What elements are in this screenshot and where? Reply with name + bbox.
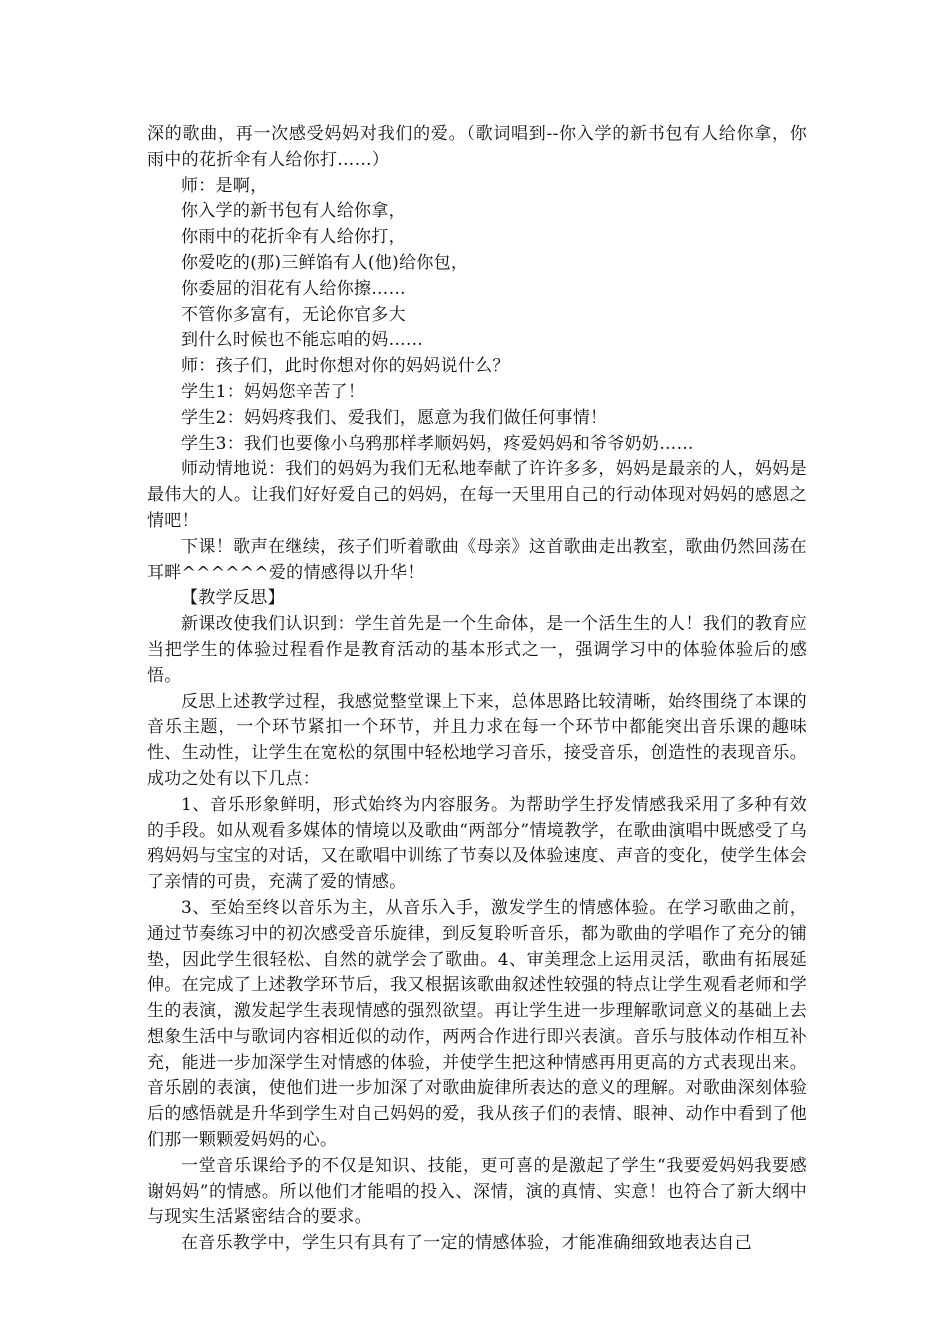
paragraph: 在音乐教学中，学生只有具有了一定的情感体验，才能准确细致地表达自己 xyxy=(181,1233,752,1254)
paragraph: 师：孩子们，此时你想对你的妈妈说什么？ xyxy=(181,356,510,377)
lyric-line: 你委屈的泪花有人给你擦…… xyxy=(181,278,406,299)
lyric-line: 你入学的新书包有人给你拿， xyxy=(181,201,406,222)
paragraph: 学生1：妈妈您辛苦了！ xyxy=(181,381,366,402)
paragraph: 下课！歌声在继续，孩子们听着歌曲《母亲》这首歌曲走出教室，歌曲仍然回荡在耳畔^^^^^^爱的情感得以升华！ xyxy=(147,536,807,583)
document-body xyxy=(147,122,807,1257)
paragraph: 一堂音乐课给予的不仅是知识、技能，更可喜的是激起了学生“我要爱妈妈我要感谢妈妈”的情感。所以他们才能唱的投入、深情，演的真情、实意！也符合了新大纲中与现实生活紧密结合的要求。 xyxy=(147,1155,807,1228)
paragraph: 新课改使我们认识到：学生首先是一个生命体，是一个活生生的人！我们的教育应当把学生的体验过程看作是教育活动的基本形式之一，强调学习中的体验体验后的感悟。 xyxy=(147,614,807,686)
lyric-line: 你爱吃的(那)三鲜馅有人(他)给你包， xyxy=(181,252,469,273)
paragraph: 师动情地说：我们的妈妈为我们无私地奉献了许许多多，妈妈是最亲的人，妈妈是最伟大的人。让我们好好爱自己的妈妈，在每一天里用自己的行动体现对妈妈的感恩之情吧！ xyxy=(147,459,807,531)
paragraph: 3、至始至终以音乐为主，从音乐入手，激发学生的情感体验。在学习歌曲之前，通过节奏练习中的初次感受音乐旋律，到反复聆听音乐，都为歌曲的学唱作了充分的铺垫，因此学生很轻松、自然的就学会了歌曲。4、审美理念上运用灵活，歌曲有拓展延伸。在完成了上述教学环节后，我又根据该歌曲叙述性较强的特点让学生观看老师和学生的表演，激发起学生表现情感的强烈欲望。再让学生进一步理解歌词意义的基础上去想象生活中与歌词内容相近似的动作，两两合作进行即兴表演。音乐与肢体动作相互补充，能进一步加深学生对情感的体验，并使学生把这种情感再用更高的方式表现出来。音乐剧的表演，使他们进一步加深了对歌曲旋律所表达的意义的理解。对歌曲深刻体验后的感悟就是升华到学生对自己妈妈的爱，我从孩子们的表情、眼神、动作中看到了他们那一颗颗爱妈妈的心。 xyxy=(147,897,807,1151)
paragraph: 学生2：妈妈疼我们、爱我们，愿意为我们做任何事情！ xyxy=(181,407,608,428)
lyric-line: 你雨中的花折伞有人给你打， xyxy=(181,227,406,248)
paragraph: 反思上述教学过程，我感觉整堂课上下来，总体思路比较清晰，始终围绕了本课的音乐主题，一个环节紧扣一个环节，并且力求在每一个环节中都能突出音乐课的趣味性、生动性，让学生在宽松的氛围中轻松地学习音乐，接受音乐，创造性的表现音乐。成功之处有以下几点： xyxy=(147,691,807,789)
paragraph: 学生3：我们也要像小乌鸦那样孝顺妈妈，疼爱妈妈和爷爷奶奶…… xyxy=(181,433,694,454)
section-heading: 【教学反思】 xyxy=(181,588,285,609)
lyric-line: 到什么时候也不能忘咱的妈…… xyxy=(181,330,424,351)
paragraph: 师：是啊， xyxy=(181,175,268,196)
lyric-line: 不管你多富有，无论你官多大 xyxy=(181,304,406,325)
paragraph: 1、音乐形象鲜明，形式始终为内容服务。为帮助学生抒发情感我采用了多种有效的手段。如从观看多媒体的情境以及歌曲“两部分”情境教学，在歌曲演唱中既感受了乌鸦妈妈与宝宝的对话，又在歌唱中训练了节奏以及体验速度、声音的变化，使学生体会了亲情的可贵，充满了爱的情感。 xyxy=(147,794,807,893)
paragraph: 深的歌曲，再一次感受妈妈对我们的爱。（歌词唱到--你入学的新书包有人给你拿，你雨中的花折伞有人给你打……） xyxy=(147,124,807,170)
